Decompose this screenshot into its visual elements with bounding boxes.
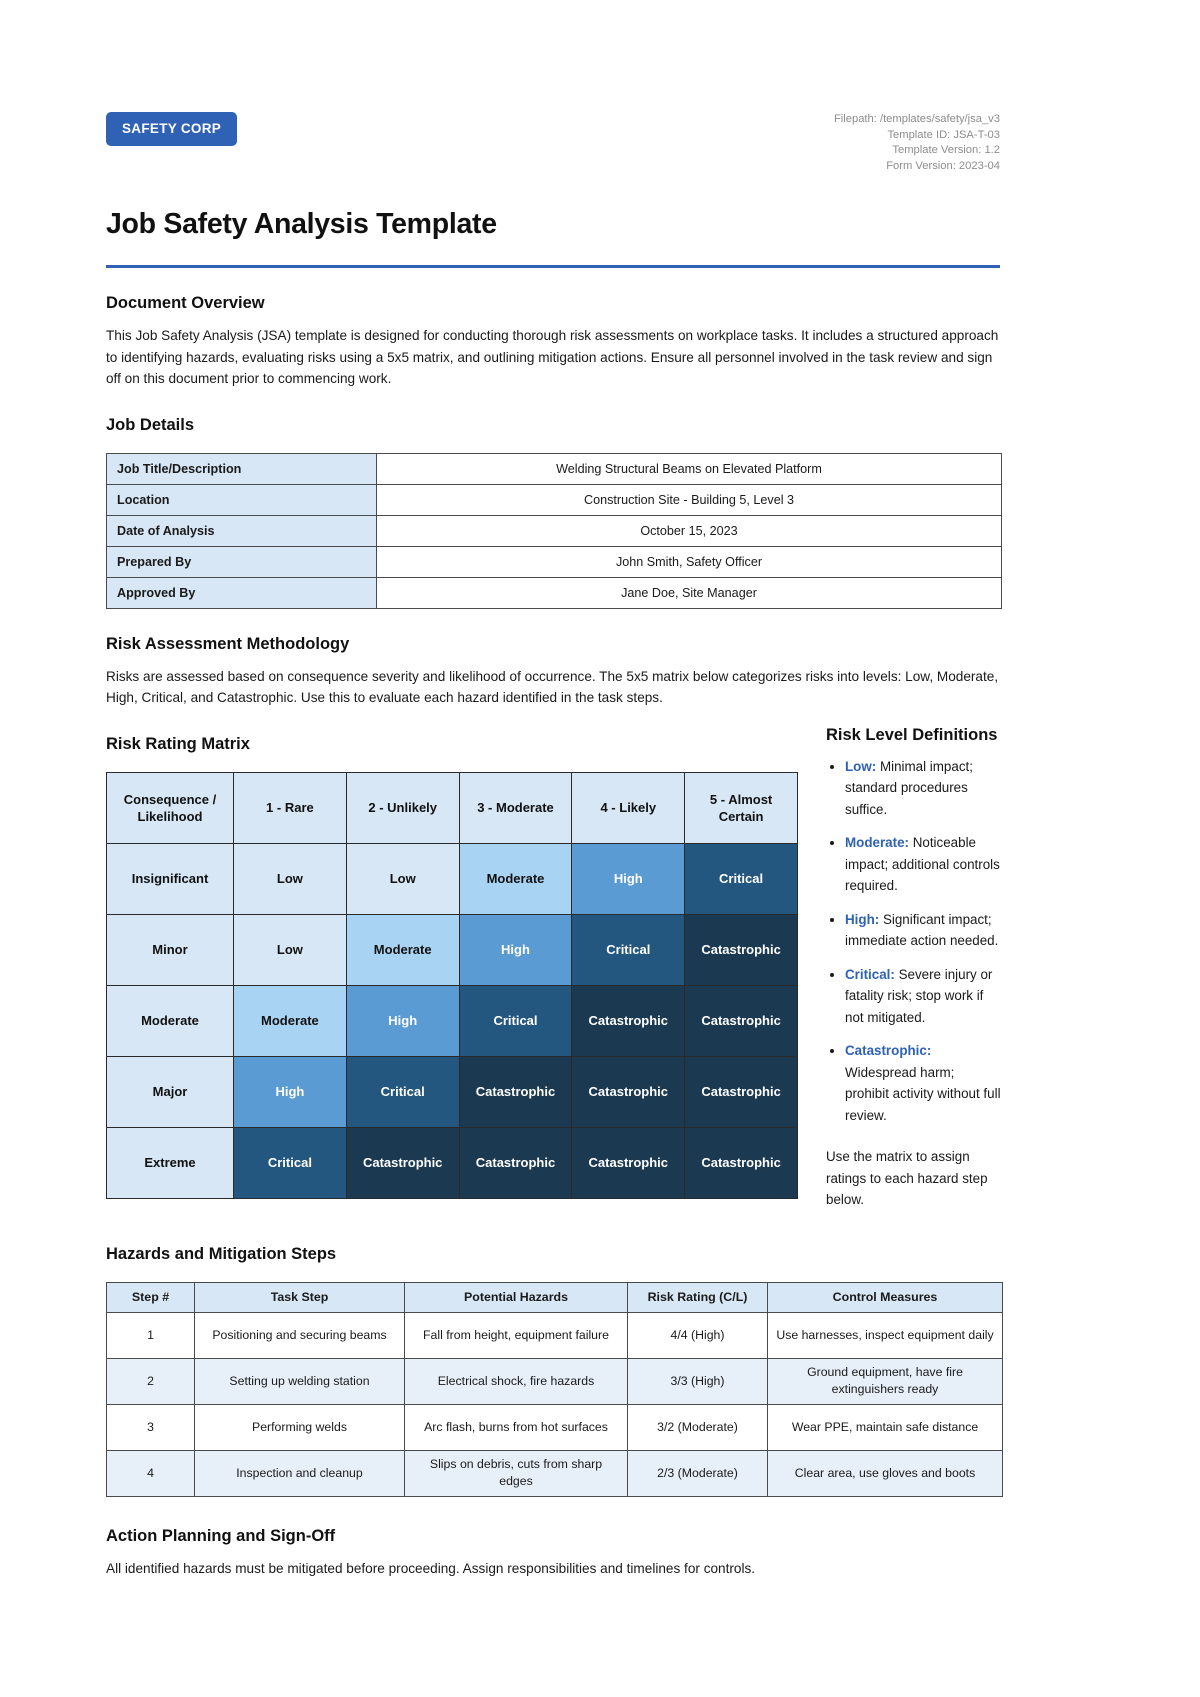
matrix-cell-critical: Critical [346, 1056, 459, 1127]
matrix-cell-catastrophic: Catastrophic [685, 914, 798, 985]
job-detail-label: Location [107, 484, 377, 515]
definition-description: Severe injury or fatality risk; stop work if not mitigated. [845, 966, 993, 1025]
matrix-row [107, 1056, 798, 1127]
matrix-cell-critical: Critical [572, 914, 685, 985]
definition-item [845, 756, 1001, 821]
job-detail-label: Job Title/Description [107, 453, 377, 484]
title-divider [106, 265, 1000, 268]
matrix-cell-catastrophic: Catastrophic [572, 1056, 685, 1127]
matrix-cell-critical: Critical [459, 985, 572, 1056]
matrix-column-header: 4 - Likely [572, 772, 685, 843]
matrix-and-definitions [106, 709, 1000, 1211]
hazards-column-header: Task Step [195, 1282, 405, 1312]
matrix-row [107, 843, 798, 914]
section-heading-matrix: Risk Rating Matrix [106, 734, 250, 753]
job-detail-value: Welding Structural Beams on Elevated Platform [377, 453, 1002, 484]
job-detail-label: Approved By [107, 577, 377, 608]
definition-item [845, 909, 1001, 952]
hazard-task-cell: Performing welds [195, 1404, 405, 1450]
matrix-row-header: Insignificant [107, 843, 234, 914]
matrix-row-header: Major [107, 1056, 234, 1127]
job-detail-value: October 15, 2023 [377, 515, 1002, 546]
definition-item [845, 964, 1001, 1029]
hazard-hazard-cell: Arc flash, burns from hot surfaces [405, 1404, 628, 1450]
hazard-control-cell: Clear area, use gloves and boots [768, 1450, 1003, 1496]
job-detail-label: Prepared By [107, 546, 377, 577]
hazards-mitigation-table [106, 1282, 1003, 1497]
hazard-step-cell: 2 [107, 1358, 195, 1404]
hazard-control-cell: Ground equipment, have fire extinguishers ready [768, 1358, 1003, 1404]
table-row [107, 1312, 1003, 1358]
matrix-cell-catastrophic: Catastrophic [572, 1127, 685, 1198]
meta-form-version: Form Version: 2023-04 [886, 159, 1000, 172]
definition-description: Significant impact; immediate action needed. [845, 911, 999, 948]
section-heading-job-details: Job Details [106, 415, 195, 434]
matrix-cell-catastrophic: Catastrophic [459, 1056, 572, 1127]
meta-filepath: Filepath: /templates/safety/jsa_v3 [833, 113, 1000, 125]
table-row [107, 1404, 1003, 1450]
matrix-cell-moderate: Moderate [234, 985, 347, 1056]
definitions-heading: Risk Level Definitions [826, 725, 998, 744]
hazard-step-cell: 4 [107, 1450, 195, 1496]
matrix-cell-catastrophic: Catastrophic [685, 1127, 798, 1198]
table-row [107, 515, 1002, 546]
hazards-header-row [107, 1282, 1003, 1312]
matrix-row-header: Extreme [107, 1127, 234, 1198]
matrix-cell-low: Low [234, 843, 347, 914]
matrix-column-header: 5 - Almost Certain [685, 772, 798, 843]
hazard-hazard-cell: Fall from height, equipment failure [405, 1312, 628, 1358]
definition-term: Low: [845, 758, 877, 774]
hazard-rating-cell: 2/3 (Moderate) [628, 1450, 768, 1496]
job-detail-label: Date of Analysis [107, 515, 377, 546]
matrix-cell-high: High [234, 1056, 347, 1127]
hazard-hazard-cell: Slips on debris, cuts from sharp edges [405, 1450, 628, 1496]
company-logo-badge: SAFETY CORP [106, 112, 237, 146]
section-heading-overview: Document Overview [106, 294, 265, 312]
definitions-note: Use the matrix to assign ratings to each hazard step below. [826, 1149, 988, 1207]
page-title: Job Safety Analysis Template [106, 208, 497, 240]
definition-term: Critical: [845, 966, 895, 982]
hazard-step-cell: 1 [107, 1312, 195, 1358]
job-detail-value: John Smith, Safety Officer [377, 546, 1002, 577]
definition-term: Moderate: [845, 835, 909, 850]
risk-level-definitions-column [826, 709, 1001, 1211]
hazard-rating-cell: 4/4 (High) [628, 1312, 768, 1358]
matrix-cell-high: High [346, 985, 459, 1056]
matrix-header-row [107, 772, 798, 843]
risk-rating-matrix-table [106, 772, 798, 1199]
matrix-row [107, 985, 798, 1056]
definition-description: Noticeable impact; additional controls required. [845, 835, 1000, 893]
matrix-column-header: 1 - Rare [234, 772, 347, 843]
table-row [107, 453, 1002, 484]
overview-paragraph: This Job Safety Analysis (JSA) template is designed for conducting thorough risk assessments on workplace tasks. It includes a structured approach to identifying hazards, evaluating risks using a 5x5 matrix, and outlining mitigation actions. Ensure all personnel involved in the task review and sign off on this document prior to commencing work. [106, 328, 999, 386]
table-row [107, 1358, 1003, 1404]
definition-description: Widespread harm; prohibit activity without full review. [845, 1064, 1001, 1123]
table-row [107, 577, 1002, 608]
definition-description: Minimal impact; standard procedures suffice. [845, 758, 973, 817]
hazard-task-cell: Inspection and cleanup [195, 1450, 405, 1496]
hazard-hazard-cell: Electrical shock, fire hazards [405, 1358, 628, 1404]
matrix-cell-high: High [572, 843, 685, 914]
document-metadata [834, 112, 1000, 174]
matrix-cell-low: Low [234, 914, 347, 985]
matrix-cell-moderate: Moderate [459, 843, 572, 914]
hazard-step-cell: 3 [107, 1404, 195, 1450]
matrix-corner-label: Consequence / Likelihood [107, 772, 234, 843]
matrix-cell-moderate: Moderate [346, 914, 459, 985]
hazard-task-cell: Setting up welding station [195, 1358, 405, 1404]
hazard-rating-cell: 3/3 (High) [628, 1358, 768, 1404]
job-detail-value: Jane Doe, Site Manager [377, 577, 1002, 608]
section-heading-hazards: Hazards and Mitigation Steps [106, 1244, 337, 1263]
definitions-list [826, 756, 1001, 1127]
signoff-paragraph: All identified hazards must be mitigated before proceeding. Assign responsibilities and timelines for controls. [106, 1560, 756, 1576]
table-row [107, 484, 1002, 515]
definition-term: High: [845, 911, 880, 927]
matrix-column-header: 2 - Unlikely [346, 772, 459, 843]
matrix-cell-catastrophic: Catastrophic [459, 1127, 572, 1198]
section-heading-methodology: Risk Assessment Methodology [106, 634, 350, 653]
hazard-task-cell: Positioning and securing beams [195, 1312, 405, 1358]
matrix-row [107, 914, 798, 985]
risk-matrix-column [106, 709, 798, 1199]
matrix-row-header: Minor [107, 914, 234, 985]
meta-template-version: Template Version: 1.2 [892, 144, 1000, 156]
job-details-table [106, 453, 1002, 609]
definition-item [845, 1040, 1001, 1126]
hazard-control-cell: Wear PPE, maintain safe distance [768, 1404, 1003, 1450]
document-header [106, 112, 1000, 194]
job-detail-value: Construction Site - Building 5, Level 3 [377, 484, 1002, 515]
matrix-cell-catastrophic: Catastrophic [572, 985, 685, 1056]
methodology-paragraph: Risks are assessed based on consequence severity and likelihood of occurrence. The 5x5 matrix below categorizes risks into levels: Low, Moderate, High, Critical, and Catastrophic. Use this to evaluate each hazard identified in the task steps. [106, 668, 999, 705]
hazard-control-cell: Use harnesses, inspect equipment daily [768, 1312, 1003, 1358]
matrix-cell-catastrophic: Catastrophic [685, 985, 798, 1056]
definition-term: Catastrophic: [845, 1043, 932, 1058]
hazards-column-header: Control Measures [768, 1282, 1003, 1312]
table-row [107, 1450, 1003, 1496]
matrix-column-header: 3 - Moderate [459, 772, 572, 843]
matrix-cell-catastrophic: Catastrophic [346, 1127, 459, 1198]
matrix-row [107, 1127, 798, 1198]
meta-template-id: Template ID: JSA-T-03 [887, 128, 1000, 141]
matrix-cell-critical: Critical [234, 1127, 347, 1198]
definition-item [845, 832, 1001, 897]
matrix-cell-catastrophic: Catastrophic [685, 1056, 798, 1127]
hazard-rating-cell: 3/2 (Moderate) [628, 1404, 768, 1450]
matrix-cell-low: Low [346, 843, 459, 914]
matrix-cell-critical: Critical [685, 843, 798, 914]
table-row [107, 546, 1002, 577]
hazards-section [106, 1245, 1000, 1497]
matrix-row-header: Moderate [107, 985, 234, 1056]
hazards-column-header: Potential Hazards [405, 1282, 628, 1312]
hazards-column-header: Risk Rating (C/L) [628, 1282, 768, 1312]
hazards-column-header: Step # [107, 1282, 195, 1312]
section-heading-signoff: Action Planning and Sign-Off [106, 1526, 336, 1545]
matrix-cell-high: High [459, 914, 572, 985]
